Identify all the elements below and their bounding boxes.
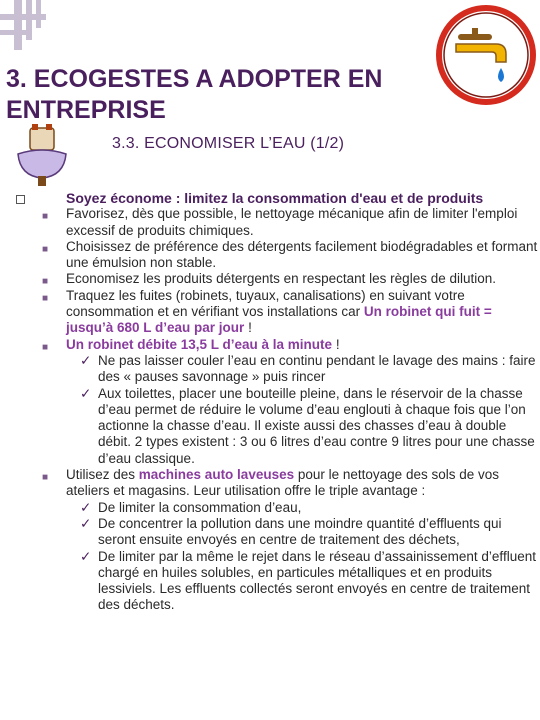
list-item: ■ Traquez les fuites (robinets, tuyaux, canalisations) en suivant votre consommation et en vérifiant vos installations car Un robinet qui fuit = jusqu’à 680 L d’eau par jour ! xyxy=(42,287,492,336)
checkmark-icon: ✓ xyxy=(80,352,92,368)
square-bullet-icon: ■ xyxy=(42,472,49,484)
main-heading: Soyez économe : limitez la consommation d'eau et de produits xyxy=(16,190,538,206)
checkmark-icon: ✓ xyxy=(80,385,92,401)
square-bullet-icon: ■ xyxy=(42,341,49,353)
check-item: ✓ De concentrer la pollution dans une moindre quantité d’effluents qui seront ensuite envoyés en centre de traitement des déchets, xyxy=(80,515,502,548)
machine-highlight: machines auto laveuses xyxy=(138,467,295,483)
checkmark-icon: ✓ xyxy=(80,548,92,564)
list-item: ■ Utilisez des machines auto laveuses pour le nettoyage des sols de vos ateliers et magasins. Leur utilisation offre le triple avantage : xyxy=(42,467,499,499)
check-item: ✓ De limiter par la même le rejet dans le réseau d’assainissement d’effluent chargé en huiles solubles, en particules métalliques et en produits lessiviels. Les effluents collectés seront envoyés en centre de traitement des déchets. xyxy=(80,548,536,613)
list-item: ■ Favorisez, dès que possible, le nettoyage mécanique afin de limiter l'emploi excessif de produits chimiques. xyxy=(42,206,518,238)
check-item: ✓ De limiter la consommation d’eau, xyxy=(80,499,302,515)
check-item: ✓ Aux toilettes, placer une bouteille pleine, dans le réservoir de la chasse d’eau permet de réduire le volume d’eau englouti à chaque fois que l’on actionne la chasse d’eau. Il existe aussi des chasses d’eau à double débit. 2 types existent : 3 ou 6 litres d’eau contre 9 litres pour une chasse d’eau classique. xyxy=(80,385,535,466)
square-bullet-icon: ■ xyxy=(42,243,49,255)
leak-highlight: Un robinet qui fuit = jusqu’à 680 L d’eau par jour xyxy=(66,304,492,336)
list-item: ■ Choisissez de préférence des détergents facilement biodégradables et formant une émulsion non stable. xyxy=(42,238,538,271)
flow-highlight: Un robinet débite 13,5 L d’eau à la minute xyxy=(66,336,333,352)
checkmark-icon: ✓ xyxy=(80,499,92,515)
check-item: ✓ Ne pas laisser couler l’eau en continu pendant le lavage des mains : faire des « pauses savonnage » puis rincer xyxy=(80,352,536,385)
square-bullet-icon: ■ xyxy=(42,211,49,223)
square-bullet-icon xyxy=(16,195,25,204)
washbasin-icon xyxy=(14,124,70,193)
square-bullet-icon: ■ xyxy=(42,292,49,304)
list-item: ■ Economisez les produits détergents en respectant les règles de dilution. xyxy=(16,271,538,287)
list-item: ■ Un robinet débite 13,5 L d’eau à la minute ! xyxy=(16,337,538,353)
checkmark-icon: ✓ xyxy=(80,515,92,531)
dripping-tap-icon xyxy=(436,2,536,113)
main-content xyxy=(16,190,538,614)
section-subtitle: 3.3. ECONOMISER L’EAU (1/2) xyxy=(112,135,345,152)
square-bullet-icon: ■ xyxy=(42,276,49,288)
page-title: 3. ECOGESTES A ADOPTER EN ENTREPRISE xyxy=(6,65,383,124)
